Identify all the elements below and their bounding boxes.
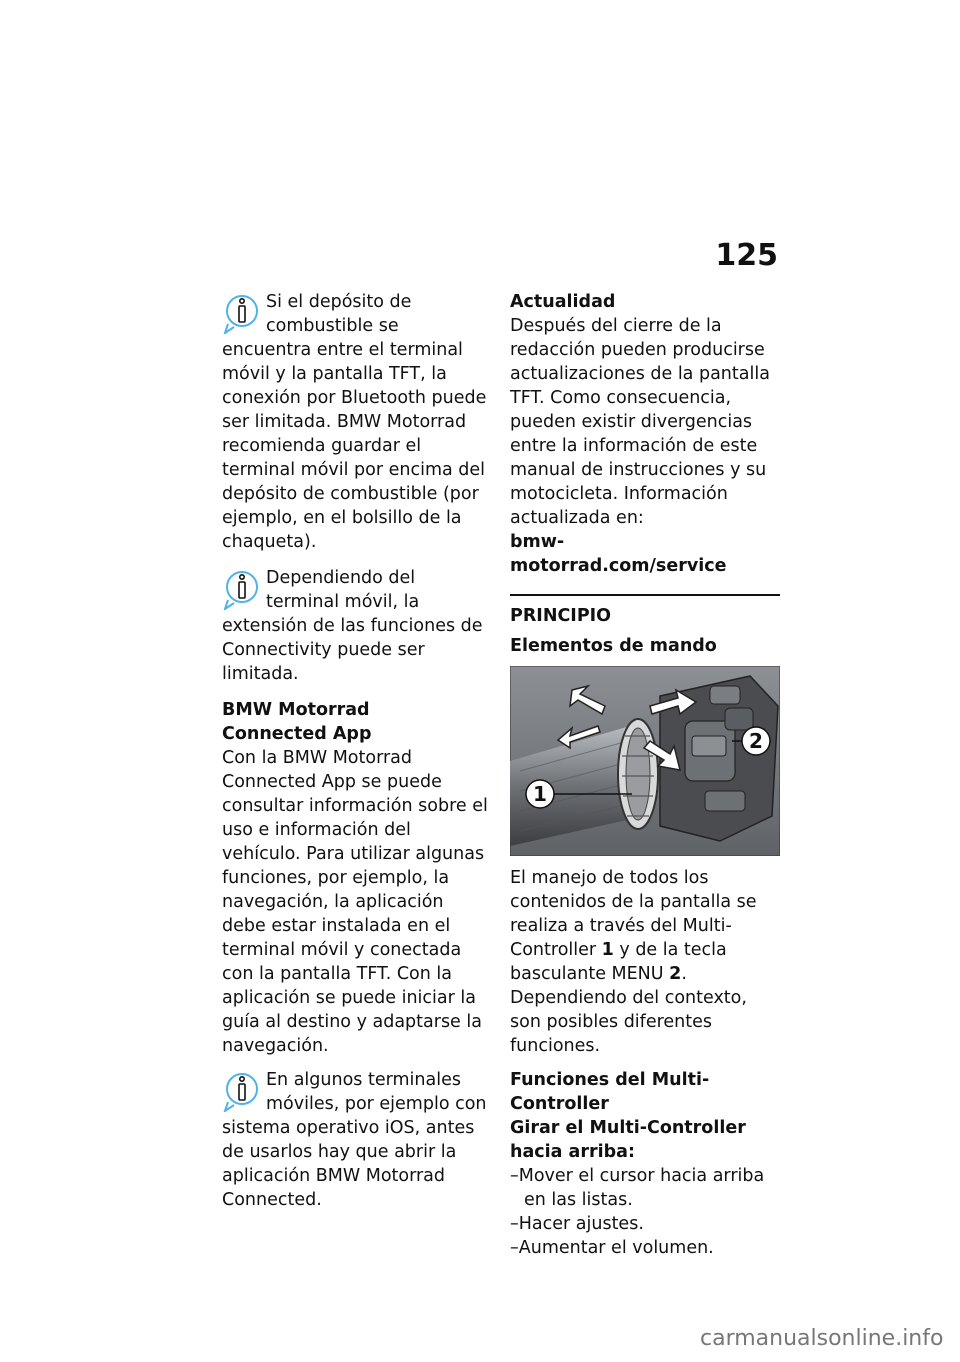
watermark: carmanualsonline.info [700,1326,944,1351]
heading-functions-sub: Girar el Multi-Controller hacia arriba: [510,1118,746,1162]
page-number: 125 [715,238,778,273]
info-note-ios [222,1068,490,1212]
note-text: Si el depósito de combustible se encuentra entre el terminal móvil y la pantalla TFT, la conexión por Bluetooth puede ser limitada. BMW Motorrad recomienda guardar el terminal móvil por encima del depósito de combustible (por ejemplo, en el bolsillo de la chaqueta). [222,292,487,552]
note-text: Dependiendo del terminal móvil, la extensión de las funciones de Connectivity puede ser limitada. [222,568,483,684]
handlebar-controls-illustration [510,666,780,856]
ref-2: 2 [669,964,682,984]
section-title: PRINCIPIO [510,606,612,626]
right-column [510,290,780,1260]
info-icon [222,1068,262,1112]
list-item: – Hacer ajustes. [510,1212,780,1236]
actualidad-body: Después del cierre de la redacción pueden producirse actualizaciones de la pantalla TFT. Como consecuencia, pueden existir divergencias entre la información de este manual de instrucciones y su motocicleta. Información actualizada en: [510,316,770,528]
section-divider [510,594,780,596]
controls-description: El manejo de todos los contenidos de la pantalla se realiza a través del Multi-Controller 1 y de la tecla basculante MENU 2. Dependiendo del contexto, son posibles diferentes funciones. [510,868,757,1056]
info-icon [222,290,262,334]
list-item: – Mover el cursor hacia arriba en las listas. [510,1164,780,1212]
note-text: En algunos terminales móviles, por ejemplo con sistema operativo iOS, antes de usarlos hay que abrir la aplicación BMW Motorrad Connected. [222,1070,487,1210]
list-item: – Aumentar el volumen. [510,1236,780,1260]
connected-app-body: Con la BMW Motorrad Connected App se puede consultar información sobre el uso e información del vehículo. Para utilizar algunas funciones, por ejemplo, la navegación, la aplicación debe estar instalada en el terminal móvil y conectada con la pantalla TFT. Con la aplicación se puede iniciar la guía al destino y adaptarse la navegación. [222,748,488,1056]
figure-label-1: 1 [533,782,547,806]
ref-1: 1 [601,940,614,960]
info-note-bluetooth [222,290,490,554]
heading-elementos: Elementos de mando [510,636,717,656]
left-column [222,290,490,1224]
service-link[interactable]: bmw-motorrad.com/service [510,532,727,576]
heading-connected-app-line1: BMW Motorrad [222,700,370,720]
heading-actualidad: Actualidad [510,292,616,312]
heading-connected-app-line2: Connected App [222,724,372,744]
figure-label-2: 2 [749,729,763,753]
info-note-connectivity [222,566,490,686]
heading-functions: Funciones del Multi-Controller [510,1070,710,1114]
functions-list [510,1164,780,1260]
info-icon [222,566,262,610]
